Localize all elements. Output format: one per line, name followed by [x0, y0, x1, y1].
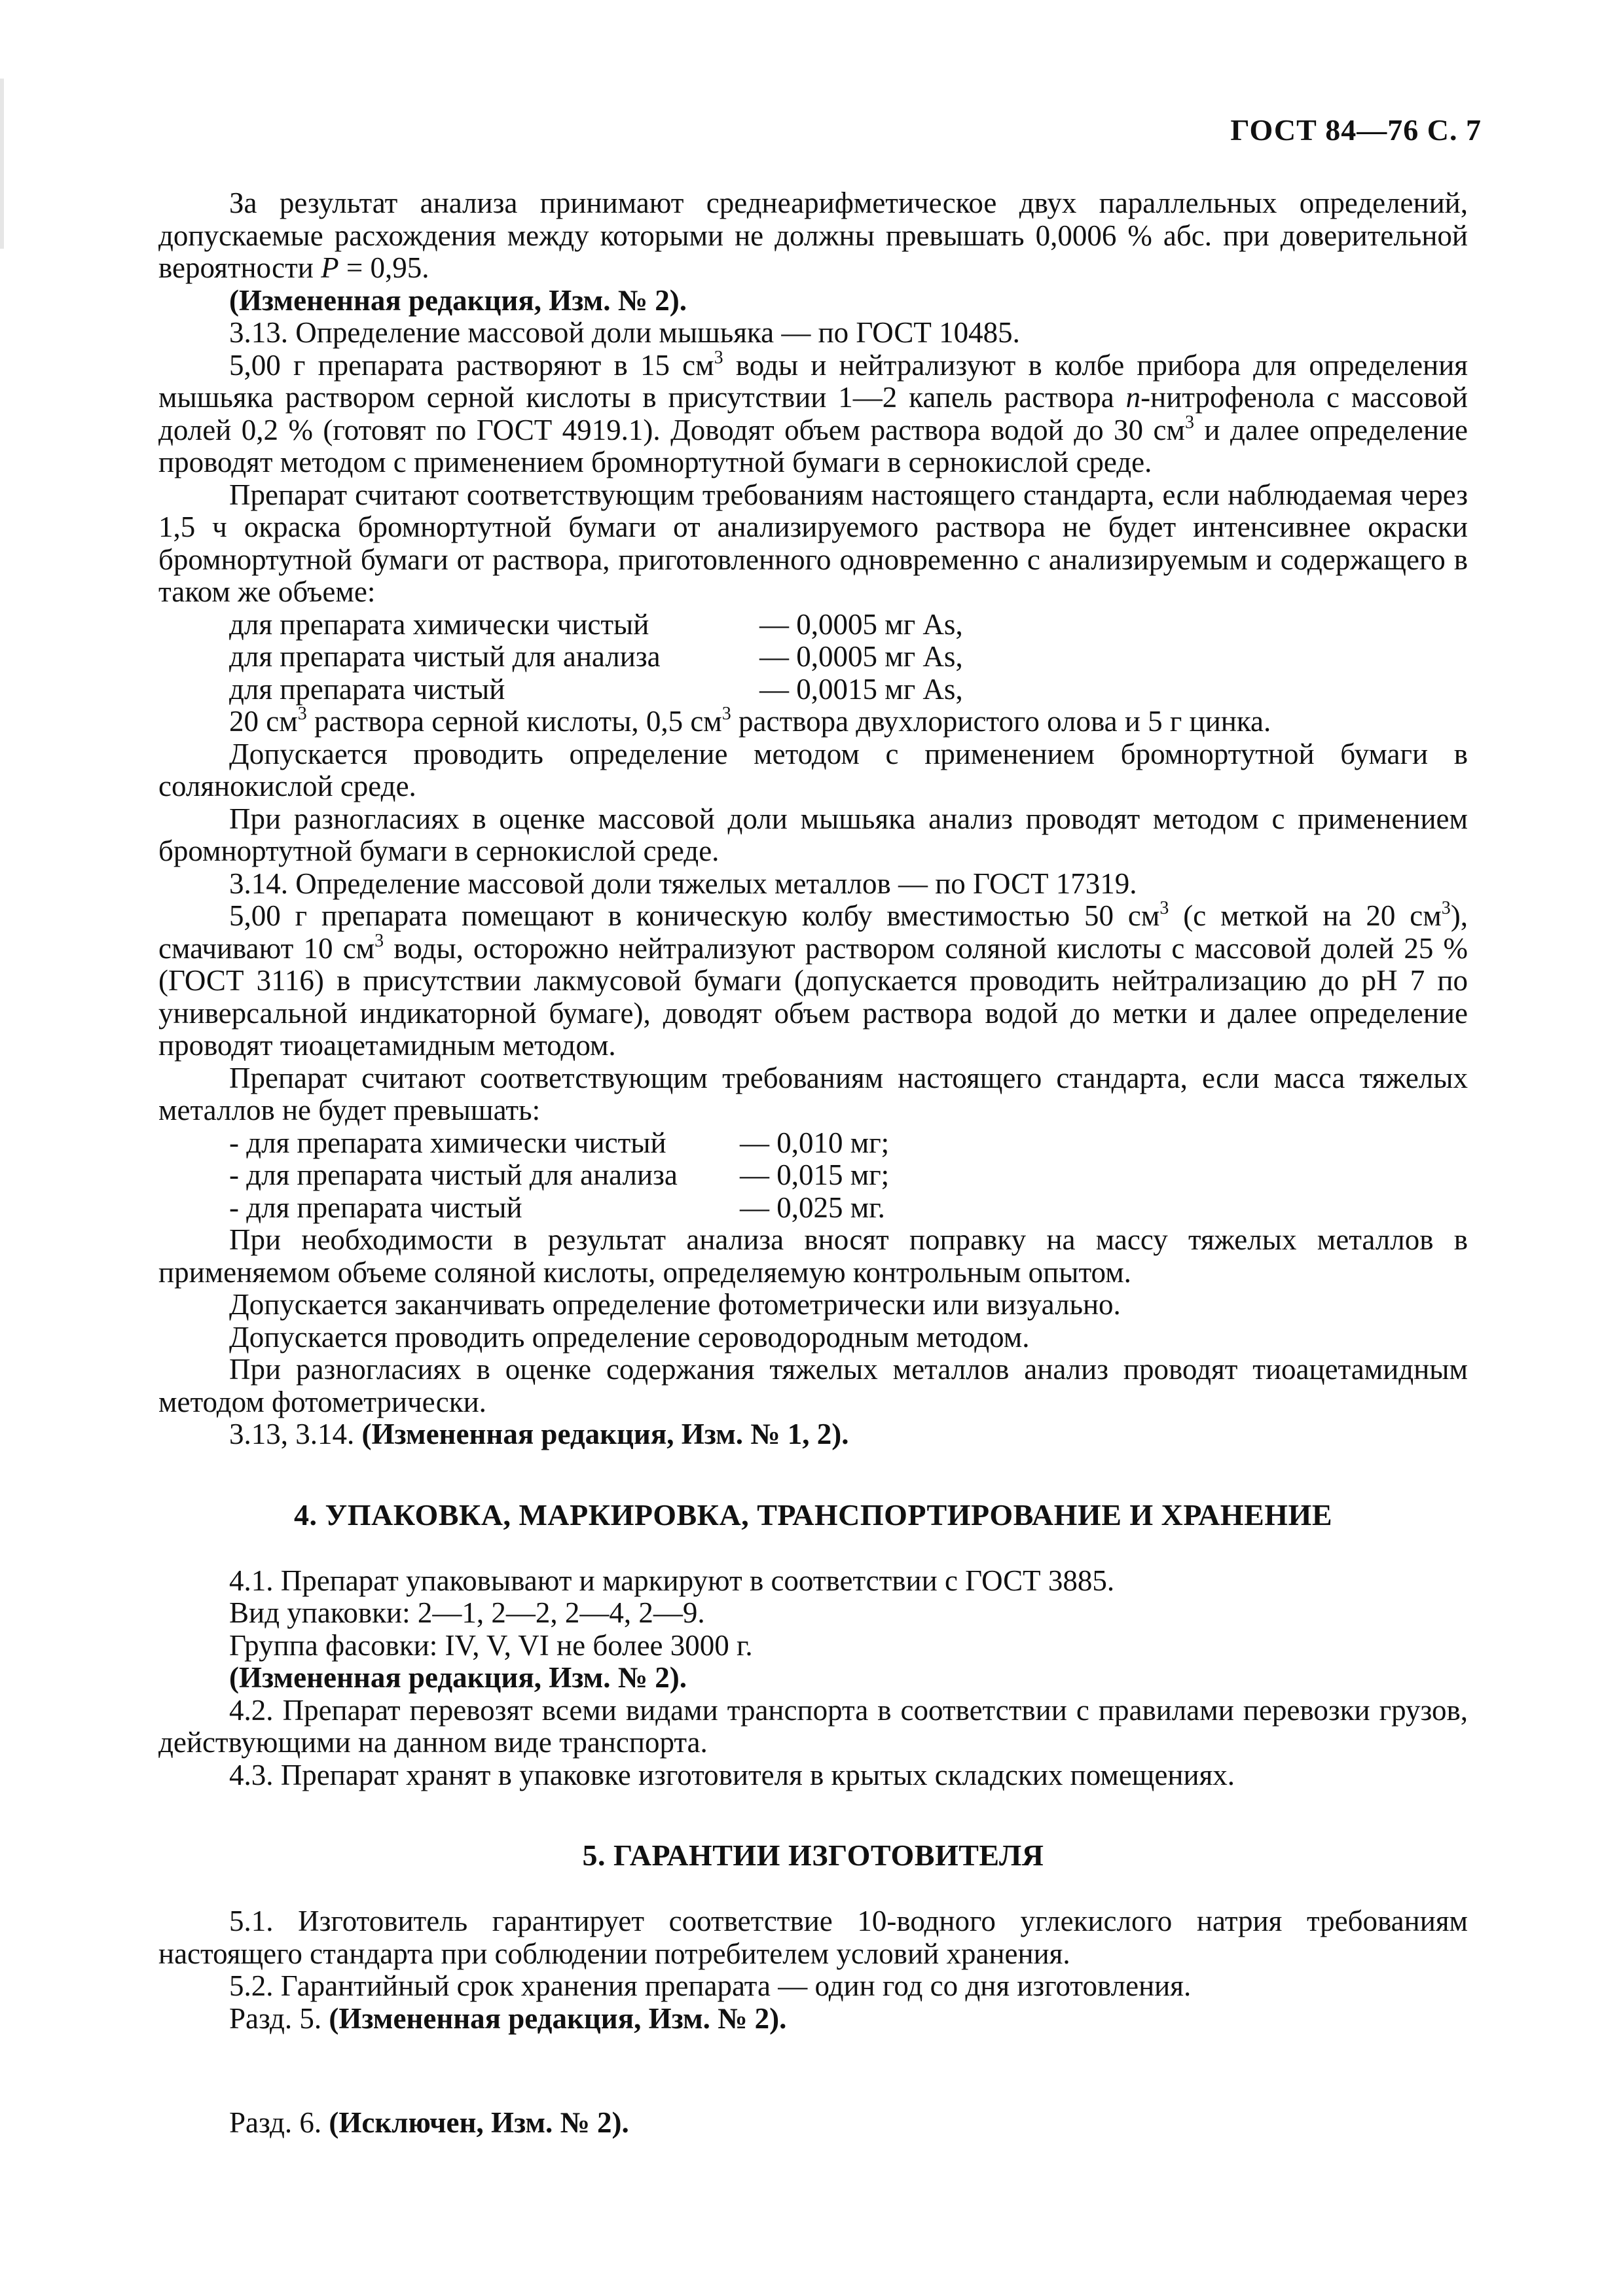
paragraph: При разногласиях в оценке массовой доли мышьяка анализ проводят методом с применением бромнортутной бумаги в сернокислой среде. — [158, 802, 1468, 867]
section-4-title: 4. УПАКОВКА, МАРКИРОВКА, ТРАНСПОРТИРОВАНИЕ И ХРАНЕНИЕ — [293, 1498, 1333, 1532]
paragraph: Допускается заканчивать определение фотометрически или визуально. — [229, 1288, 1121, 1321]
list-item: для препарата чистый — 0,0015 мг As, — [229, 672, 963, 706]
amendment-note: (Измененная редакция, Изм. № 2). — [229, 283, 687, 317]
clause-5-2: 5.2. Гарантийный срок хранения препарата — один год со дня изготовления. — [229, 1969, 1192, 2002]
paragraph: Допускается проводить определение сероводородным методом. — [229, 1320, 1030, 1354]
section-5-title: 5. ГАРАНТИИ ИЗГОТОВИТЕЛЯ — [582, 1839, 1044, 1872]
paragraph: При необходимости в результат анализа вносят поправку на массу тяжелых металлов в применяемом объеме соляной кислоты, определяемую контрольным опытом. — [158, 1223, 1468, 1289]
paragraph: Препарат считают соответствующим требованиям настоящего стандарта, если наблюдаемая через 1,5 ч окраска бромнортутной бумаги от анализируемого раствора не будет интенсивнее окраски бромнортутной бумаги от раствора, приготовленного одновременно с анализируемым и содержащего в таком же объеме: — [158, 478, 1468, 608]
list-item: - для препарата химически чистый — 0,010 мг; — [229, 1126, 890, 1159]
scan-edge-shadow — [0, 79, 4, 249]
paragraph: Группа фасовки: IV, V, VI не более 3000 г. — [229, 1628, 753, 1662]
arsenic-limits-list — [158, 609, 1468, 706]
paragraph: Препарат считают соответствующим требованиям настоящего стандарта, если масса тяжелых металлов не будет превышать: — [158, 1061, 1468, 1126]
paragraph: 5,00 г препарата помещают в коническую колбу вместимостью 50 $см^3$ (с меткой на 20 $см^3$), смачивают 10 $см^3$ воды, осторожно нейтрализуют раствором соляной кислоты с массовой долей 25 % (ГОСТ 3116) в присутствии лакмусовой бумаги (допускается проводить нейтрализацию до pH 7 по универсальной индикаторной бумаге), доводят объем раствора водой до метки и далее определение проводят тиоацетамидным методом. — [158, 898, 1468, 1062]
paragraph: При разногласиях в оценке содержания тяжелых металлов анализ проводят тиоацетамидным методом фотометрически. — [158, 1353, 1468, 1418]
section-6-note: Разд. 6. (Исключен, Изм. № 2). — [229, 2106, 629, 2139]
paragraph: Вид упаковки: 2—1, 2—2, 2—4, 2—9. — [229, 1596, 705, 1629]
list-item: для препарата химически чистый — 0,0005 мг As, — [229, 607, 963, 641]
paragraph: Допускается проводить определение методом с применением бромнортутной бумаги в солянокислой среде. — [158, 737, 1468, 802]
heavy-metals-limits-list — [158, 1127, 1468, 1225]
page-header: ГОСТ 84—76 С. 7 — [1230, 113, 1482, 147]
paragraph: За результат анализа принимают среднеарифметическое двух параллельных определений, допускаемые расхождения между которыми не должны превышать 0,0006 % абс. при доверительной вероятности P = 0,95. — [158, 187, 1468, 284]
document-body — [158, 187, 1468, 2140]
paragraph: 20 $см^3$ раствора серной кислоты, 0,5 $см^3$ раствора двухлористого олова и 5 г цинка. — [229, 704, 1271, 738]
clause-4-2: 4.2. Препарат перевозят всеми видами транспорта в соответствии с правилами перевозки грузов, действующими на данном виде транспорта. — [158, 1693, 1468, 1759]
list-item: для препарата чистый для анализа — 0,0005 мг As, — [229, 640, 963, 673]
clause-3-13-heading: 3.13. Определение массовой доли мышьяка — по ГОСТ 10485. — [229, 316, 1020, 349]
list-item: - для препарата чистый для анализа — 0,015 мг; — [229, 1158, 890, 1191]
amendment-note: 3.13, 3.14. (Измененная редакция, Изм. № 1, 2). — [229, 1418, 849, 1450]
amendment-note: Разд. 5. (Измененная редакция, Изм. № 2). — [229, 2001, 787, 2035]
list-item: - для препарата чистый — 0,025 мг. — [229, 1191, 885, 1224]
clause-3-14-heading: 3.14. Определение массовой доли тяжелых металлов — по ГОСТ 17319. — [229, 867, 1137, 900]
clause-4-1: 4.1. Препарат упаковывают и маркируют в соответствии с ГОСТ 3885. — [229, 1564, 1115, 1597]
amendment-note: (Измененная редакция, Изм. № 2). — [229, 1661, 687, 1694]
clause-5-1: 5.1. Изготовитель гарантирует соответствие 10-водного углекислого натрия требованиям настоящего стандарта при соблюдении потребителем условий хранения. — [158, 1905, 1468, 1970]
paragraph: 5,00 г препарата растворяют в 15 $см^3$ воды и нейтрализуют в колбе прибора для определения мышьяка раствором серной кислоты в присутствии 1—2 капель раствора n-нитрофенола с массовой долей 0,2 % (готовят по ГОСТ 4919.1). Доводят объем раствора водой до 30 $см^3$ и далее определение проводят методом с применением бромнортутной бумаги в сернокислой среде. — [158, 347, 1468, 478]
clause-4-3: 4.3. Препарат хранят в упаковке изготовителя в крытых складских помещениях. — [229, 1758, 1235, 1791]
